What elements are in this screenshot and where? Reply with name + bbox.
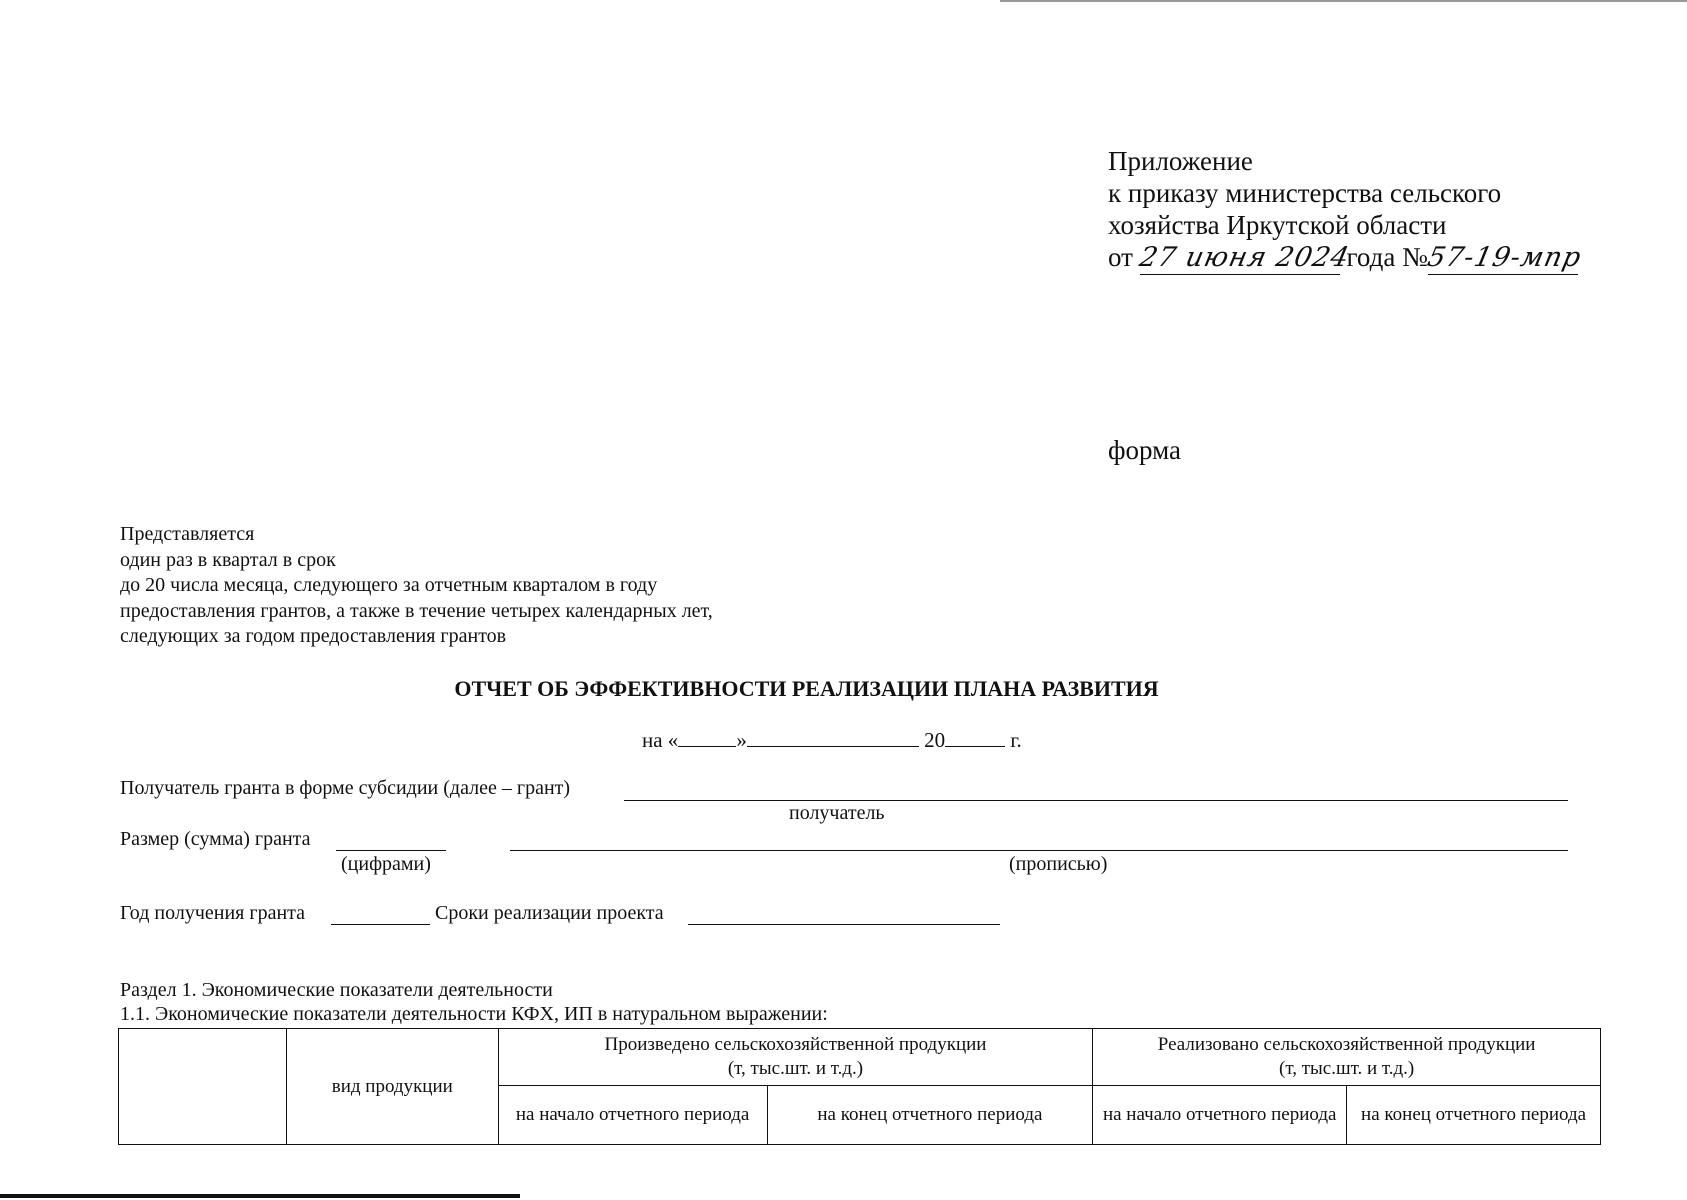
table-header-produced-end: на конец отчетного периода [767, 1086, 1093, 1145]
number-field [1424, 241, 1585, 275]
year-blank[interactable] [945, 728, 1005, 747]
form-label: форма [1108, 435, 1181, 465]
section-heading [120, 978, 828, 1026]
grant-amount-digits-caption: (цифрами) [341, 853, 431, 875]
produced-title: Произведено сельскохозяйственной продукции [604, 1034, 987, 1055]
month-blank[interactable] [747, 728, 919, 747]
appendix-ministry-line: хозяйства Иркутской области [1108, 210, 1447, 240]
grant-year-label: Год получения гранта [120, 902, 306, 924]
table-header-produced [498, 1029, 1093, 1086]
project-terms-field[interactable] [688, 924, 1000, 925]
date-suffix: г. [1010, 728, 1022, 752]
date-prefix: на « [642, 728, 679, 752]
section-title: Раздел 1. Экономические показатели деятельности [120, 979, 553, 1001]
appendix-title: Приложение [1108, 146, 1253, 176]
submission-note [120, 522, 713, 650]
recipient-field[interactable] [624, 800, 1568, 801]
sold-title: Реализовано сельскохозяйственной продукции [1157, 1034, 1536, 1055]
submission-line: следующих за годом предоставления грантов [120, 625, 507, 647]
appendix-order-line: к приказу министерства сельского [1108, 178, 1502, 208]
number-label: № [1402, 242, 1428, 272]
table-header-sold [1093, 1029, 1601, 1086]
report-title: ОТЧЕТ ОБ ЭФФЕКТИВНОСТИ РЕАЛИЗАЦИИ ПЛАНА РАЗВИТИЯ [454, 676, 1159, 701]
submission-line: предоставления грантов, а также в течение четырех календарных лет, [120, 599, 713, 622]
submission-line: один раз в квартал в срок [120, 548, 336, 571]
year-label: года [1346, 242, 1396, 272]
table-header-sold-start: на начало отчетного периода [1093, 1086, 1347, 1145]
appendix-header [1108, 145, 1585, 275]
grant-amount-words-caption: (прописью) [1009, 853, 1108, 875]
produced-units: (т, тыс.шт. и т.д.) [727, 1058, 864, 1079]
recipient-label: Получатель гранта в форме субсидии (далее – грант) [120, 777, 571, 799]
recipient-caption: получатель [789, 802, 885, 824]
handwritten-number: 57-19-мпр [1424, 242, 1585, 273]
report-date-line [642, 728, 1022, 753]
day-blank[interactable] [678, 728, 736, 747]
grant-year-field[interactable] [331, 924, 430, 925]
scan-edge-top [1000, 0, 1687, 8]
scan-edge-bottom [0, 1194, 520, 1198]
submission-line: до 20 числа месяца, следующего за отчетным кварталом в году [120, 574, 658, 596]
table-header-product: вид продукции [286, 1029, 498, 1145]
indicators-table [118, 1028, 1601, 1145]
grant-amount-label: Размер (сумма) гранта [120, 828, 311, 850]
date-century: 20 [924, 728, 946, 752]
from-label: от [1108, 242, 1133, 272]
table-header-empty-cell [119, 1029, 287, 1145]
grant-amount-digits-field[interactable] [336, 850, 446, 851]
project-terms-label: Сроки реализации проекта [435, 902, 664, 924]
handwritten-date: 27 июня 2024 [1136, 242, 1353, 273]
table-header-sold-end: на конец отчетного периода [1347, 1086, 1601, 1145]
table-header-produced-start: на начало отчетного периода [498, 1086, 767, 1145]
sold-units: (т, тыс.шт. и т.д.) [1279, 1058, 1415, 1079]
date-field [1136, 241, 1353, 275]
submission-line: Представляется [120, 523, 255, 545]
table-header-row [119, 1029, 1601, 1086]
grant-amount-words-field[interactable] [510, 850, 1568, 851]
appendix-date-line [1108, 241, 1585, 275]
date-quote-close: » [736, 728, 747, 752]
section-subtitle: 1.1. Экономические показатели деятельности КФХ, ИП в натуральном выражении: [120, 1003, 828, 1025]
